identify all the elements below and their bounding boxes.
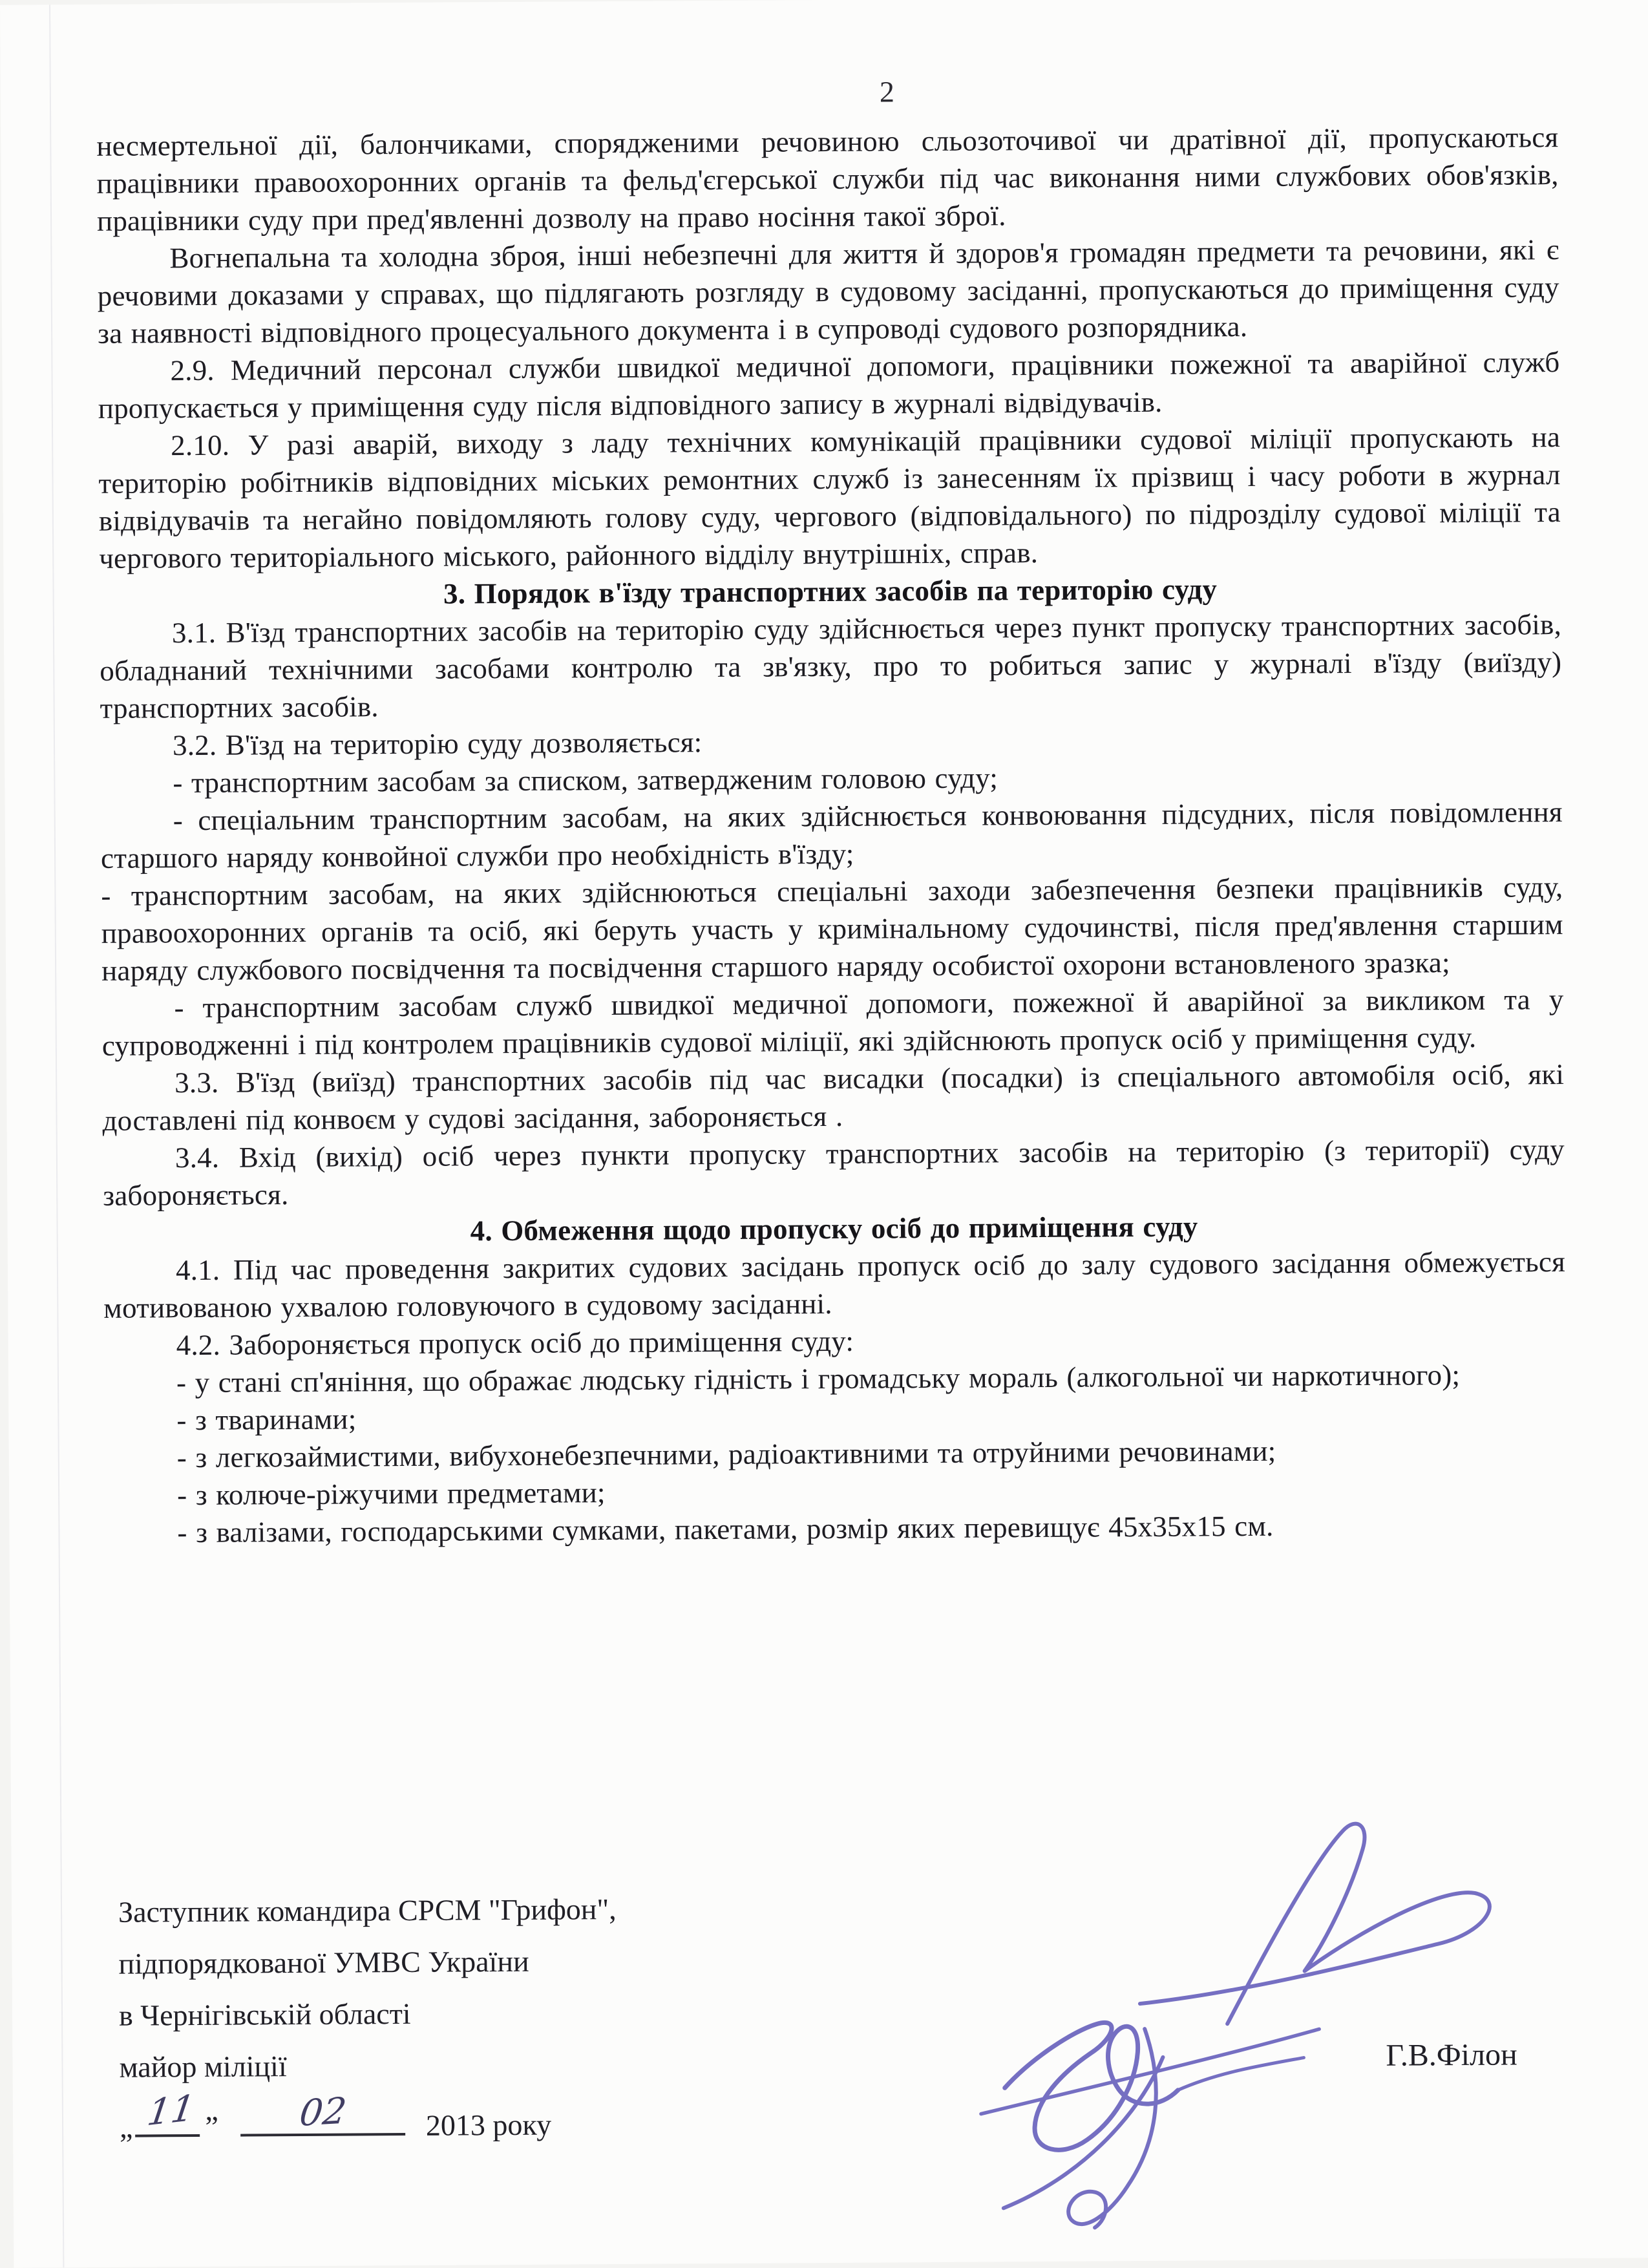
scan-artifact-line [49,5,64,2267]
list-item: - транспортним засобам за списком, затвердженим головою суду; [173,761,998,800]
list-item: - з валізами, господарськими сумками, пакетами, розмір яких перевищує 45х35х15 см. [177,1509,1274,1549]
date-line [119,2087,830,2154]
paragraph: 3.2. В'їзд на територію суду дозволяється: [172,726,703,762]
section-heading: 4. Обмеження щодо пропуску осіб до приміщення суду [470,1210,1198,1247]
close-quote: ” [205,2110,219,2143]
signatory-title-line: в Чернігівській області [118,1997,411,2032]
paragraph: 2.9. Медичний персонал служби швидкої медичної допомоги, працівники пожежної та аварійної служб пропускається у приміщення суду після відповідного запису в журналі відвідувачів. [98,346,1560,425]
list-item: - з тваринами; [176,1403,357,1437]
list-item: - з легкозаймистими, вибухонебезпечними, радіоактивними та отруйними речовинами; [176,1434,1276,1474]
year-text: 2013 року [425,2108,552,2142]
handwritten-signature-icon [948,1805,1648,2262]
paragraph: 3.3. В'їзд (виїзд) транспортних засобів під час висадки (посадки) із спеціального автомобіля осіб, які доставлені під конвоєм у судові засідання, забороняється . [102,1058,1565,1137]
paragraph: 2.10. У разі аварій, виходу з ладу технічних комунікацій працівники судової міліції пропускають на територію робітників відповідних міських ремонтних служб із занесенням їх прізвищ і часу роботи в журнал відвідувачів та негайно повідомляють голову суду, чергового (відповідального) по підрозділу судової міліції та чергового територіального міського, районного відділу внутрішніх, справ. [98,421,1561,575]
paragraph: 3.1. В'їзд транспортних засобів на територію суду здійснюється через пункт пропуску транспортних засобів, обладнаний технічними засобами контролю та зв'язку, про то робиться запис у журналі в'їзду (виїзду) транспортних засобів. [100,608,1562,725]
handwritten-month: 02 [297,2090,349,2135]
open-quote: „ [119,2110,133,2144]
month-blank [240,2090,405,2137]
handwritten-day: 11 [145,2087,198,2135]
page-number: 2 [879,75,895,109]
paragraph: Вогнепальна та холодна зброя, інші небезпечні для життя й здоров'я громадян предмети та речовини, які є речовими доказами у справах, що підлягають розгляду в судовому засіданні, пропускаються до приміщення суду за наявності відповідного процесуального документа і в супроводі судового розпорядника. [97,233,1559,350]
section-heading: 3. Порядок в'їзду транспортних засобів па територію суду [443,573,1218,610]
list-item: - з колюче-ріжучими предметами; [176,1476,606,1512]
list-item: - у стані сп'яніння, що ображає людську гідність і громадську мораль (алкогольної чи наркотичного); [176,1359,1461,1399]
paragraph: 4.1. Під час проведення закритих судових засідань пропуск осіб до залу судового засідання обмежується мотивованою ухвалою головуючого в судовому засіданні. [103,1245,1566,1324]
list-item: - спеціальним транспортним засобам, на яких здійснюється конвоювання підсудних, після повідомлення старшого наряду конвойної служби про необхідність в'їзду; [100,796,1563,874]
list-item: - транспортним засобам служб швидкої медичної допомоги, пожежної й аварійної за викликом та у супроводженні і під контролем працівників судової міліції, які здійснюють пропуск осіб у приміщення суду. [101,983,1564,1062]
signatory-title-line: майор міліції [119,2050,287,2084]
paragraph: 4.2. Забороняється пропуск осіб до приміщення суду: [176,1324,854,1362]
paragraph: несмертельної дії, балончиками, спорядженими речовиною сльозоточивої чи дратівної дії, пропускаються працівники правоохоронних органів та фельд'єгерської служби під час виконання ними службових обов'язків, працівники суду при пред'явленні дозволу на право носіння такої зброї. [96,121,1559,237]
signatory-title-line: підпорядкованої УМВС України [118,1944,529,1980]
signatory-name: Г.В.Філон [1386,2037,1517,2073]
paragraph: 3.4. Вхід (вихід) осіб через пункти пропуску транспортних засобів на територію (з території) суду забороняється. [103,1133,1565,1212]
signature-block [118,1882,831,2154]
day-blank [135,2087,200,2137]
signatory-title-line: Заступник командира СРСМ "Грифон", [118,1892,617,1929]
document-body [96,118,1567,1552]
list-item: - транспортним засобам, на яких здійснюються спеціальні заходи забезпечення безпеки працівників суду, правоохоронних органів та осіб, які беруть участь у кримінальному судочинстві, після пред'явлення старшим наряду службового посвідчення та посвідчення старшого наряду особистої охорони встановленого зразка; [101,871,1563,987]
